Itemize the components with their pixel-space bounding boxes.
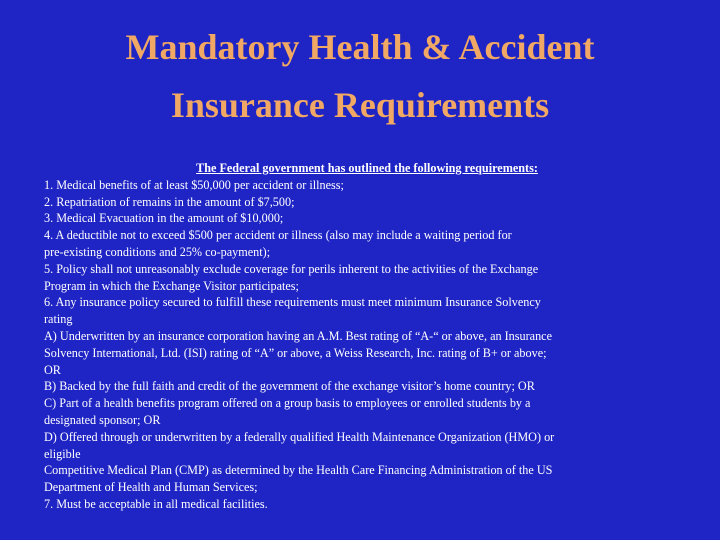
- requirement-line: pre-existing conditions and 25% co-payment);: [44, 244, 271, 259]
- requirement-line: 6. Any insurance policy secured to fulfill these requirements must meet minimum Insurance Solvency: [44, 295, 541, 310]
- requirement-line: Department of Health and Human Services;: [44, 480, 258, 495]
- requirement-line: Program in which the Exchange Visitor participates;: [44, 278, 299, 293]
- requirement-line: B) Backed by the full faith and credit of the government of the exchange visitor’s home country; OR: [44, 379, 535, 394]
- requirement-line: 3. Medical Evacuation in the amount of $10,000;: [44, 211, 284, 226]
- requirements-intro: The Federal government has outlined the following requirements:: [196, 161, 538, 175]
- requirement-line: 2. Repatriation of remains in the amount of $7,500;: [44, 194, 295, 209]
- requirement-line: 1. Medical benefits of at least $50,000 per accident or illness;: [44, 177, 344, 192]
- requirement-line: 4. A deductible not to exceed $500 per accident or illness (also may include a waiting period for: [44, 228, 512, 243]
- slide-title: [40, 18, 680, 134]
- requirement-line: rating: [44, 312, 73, 327]
- requirement-line: eligible: [44, 446, 81, 461]
- requirement-line: 5. Policy shall not unreasonably exclude coverage for perils inherent to the activities of the Exchange: [44, 261, 539, 276]
- requirement-line: Competitive Medical Plan (CMP) as determined by the Health Care Financing Administration of the US: [44, 463, 553, 478]
- requirement-line: C) Part of a health benefits program offered on a group basis to employees or enrolled students by a: [44, 396, 531, 411]
- requirement-line: OR: [44, 362, 61, 377]
- slide-title-line-2: Insurance Requirements: [170, 85, 550, 125]
- requirement-line: D) Offered through or underwritten by a federally qualified Health Maintenance Organization (HMO) or: [44, 429, 555, 444]
- requirement-line: 7. Must be acceptable in all medical facilities.: [44, 496, 268, 511]
- slide-title-line-1: Mandatory Health & Accident: [125, 27, 595, 67]
- requirement-line: designated sponsor; OR: [44, 412, 161, 427]
- requirement-line: Solvency International, Ltd. (ISI) rating of “A” or above, a Weiss Research, Inc. rating of B+ or above;: [44, 345, 547, 360]
- requirement-line: A) Underwritten by an insurance corporation having an A.M. Best rating of “A-“ or above, an Insurance: [44, 328, 552, 343]
- slide-body: [44, 160, 690, 513]
